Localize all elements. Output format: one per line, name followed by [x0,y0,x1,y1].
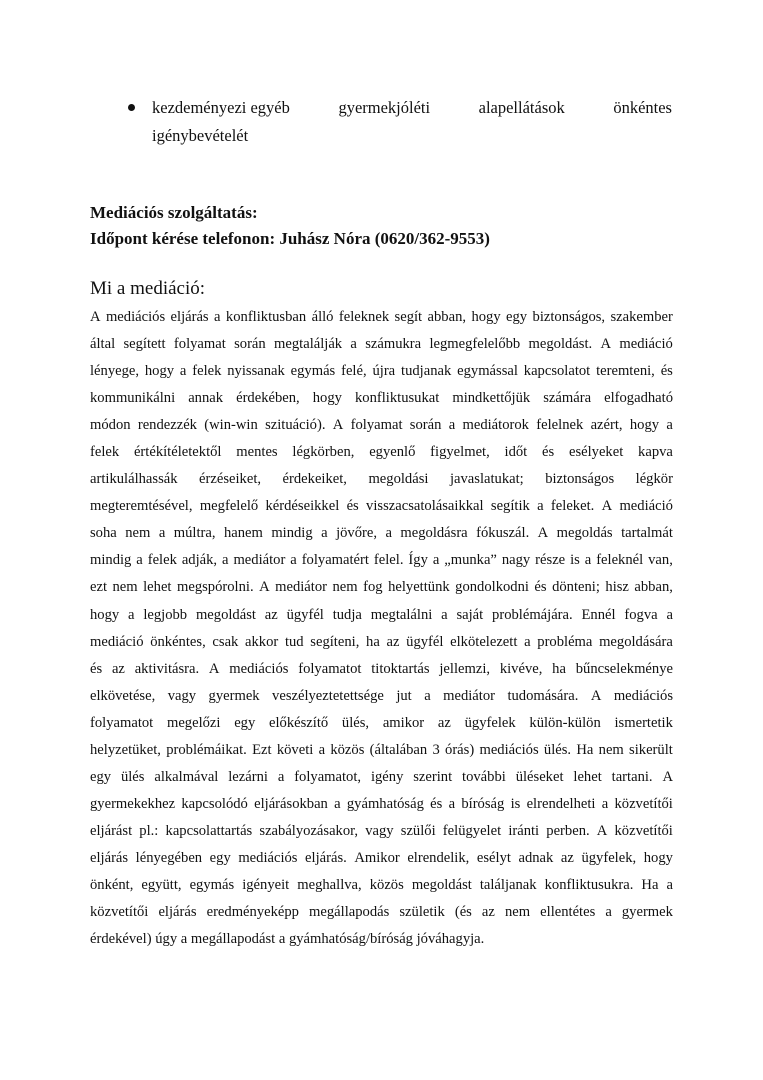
body-line: gyermekekhez kapcsolódó eljárásokban a gyámhatóság és a bíróság is elrendelheti a közvetítői [90,795,673,812]
body-line: felek értékítéletektől mentes légkörben, egyenlő figyelmet, időt és esélyeket kapva [90,444,673,461]
body-line: eljárást pl.: kapcsolattartás szabályozásakor, vagy szülői felügyelet iránti perben. A közvetítői [90,822,673,839]
body-line: artikulálhassák érzéseiket, érdekeiket, megoldási javaslatukat; biztonságos légkör [90,471,673,488]
body-line: kommunikálni annak érdekében, hogy konfliktusukat mindkettőjük számára elfogadható [90,390,673,407]
bullet-dot-icon [128,104,135,111]
body-paragraph [90,304,673,953]
bullet-line-1 [152,94,672,122]
body-line: hogy a legjobb megoldást az ügyfél tudja megtalálni a saját problémájára. Ennél fogva a [90,606,673,623]
body-line: közvetítői eljárás eredményeképp megállapodás születik (és az nem ellentétes a gyermek [90,904,673,921]
body-line: egy ülés alkalmával lezárni a folyamatot, igény szerint további üléseket lehet tartani. A [90,768,673,785]
body-line: helyzetüket, problémáikat. Ezt követi a közös (általában 3 órás) mediációs ülés. Ha nem sikerült [90,741,673,758]
body-line: soha nem a múltra, hanem mindig a jövőre, a megoldásra fókuszál. A megoldás tartalmát [90,525,673,542]
body-line: érdekével) úgy a megállapodást a gyámhatóság/bíróság jóváhagyja. [90,931,485,948]
body-line: elkövetése, vagy gyermek veszélyeztetettsége jut a mediátor tudomására. A mediációs [90,687,673,704]
body-line: megteremtésével, megfelelő kérdéseikkel és visszacsatolásaikkal segítik a feleket. A mediáció [90,498,673,515]
body-line: mediáció önkéntes, csak akkor tud segíteni, ha az ügyfél elkötelezett a probléma megoldására [90,633,673,650]
bullet-word: alapellátások [478,98,565,117]
bullet-word: kezdeményezi egyéb [152,98,290,117]
body-line: által segített folyamat során megtalálják a számukra legmegfelelőbb megoldást. A mediáció [90,336,673,353]
body-line: eljárás lényegében egy mediációs eljárás. Amikor elrendelik, esélyt adnak az ügyfelek, hogy [90,849,673,866]
heading-appointment-contact: Időpont kérése telefonon: Juhász Nóra (0620/362-9553) [90,229,490,248]
service-heading [90,200,490,252]
body-line: mindig a felek adják, a mediátor a folyamatért felel. Így a „munka” nagy része is a feleknél van, [90,552,673,569]
body-line: módon rendezzék (win-win szituáció). A folyamat során a mediátorok felelnek azért, hogy a [90,417,673,434]
section-title: Mi a mediáció: [90,278,206,299]
body-line: folyamatot megelőzi egy előkészítő ülés, amikor az ügyfelek külön-külön ismertetik [90,714,673,731]
bullet-line-2: igénybevételét [152,126,249,145]
heading-service-title: Mediációs szolgáltatás: [90,203,258,222]
body-line: A mediációs eljárás a konfliktusban álló feleknek segít abban, hogy egy biztonságos, szakember [90,309,673,325]
body-line: ezt nem lehet megspórolni. A mediátor nem fog helyettünk gondolkodni és dönteni; hisz abban, [90,579,673,596]
body-line: lényege, hogy a felek nyissanak egymás felé, újra tudjanak egymással kapcsolatot teremteni, és [90,363,673,380]
bullet-word: önkéntes [613,98,672,117]
body-line: és az aktivitásra. A mediációs folyamatot titoktartás jellemzi, kivéve, ha bűncselekménye [90,660,673,677]
bullet-word: gyermekjóléti [338,98,431,117]
body-line: önként, együtt, egymás igényeit meghallva, közös megoldást találjanak konfliktusukra. Ha a [90,876,673,893]
